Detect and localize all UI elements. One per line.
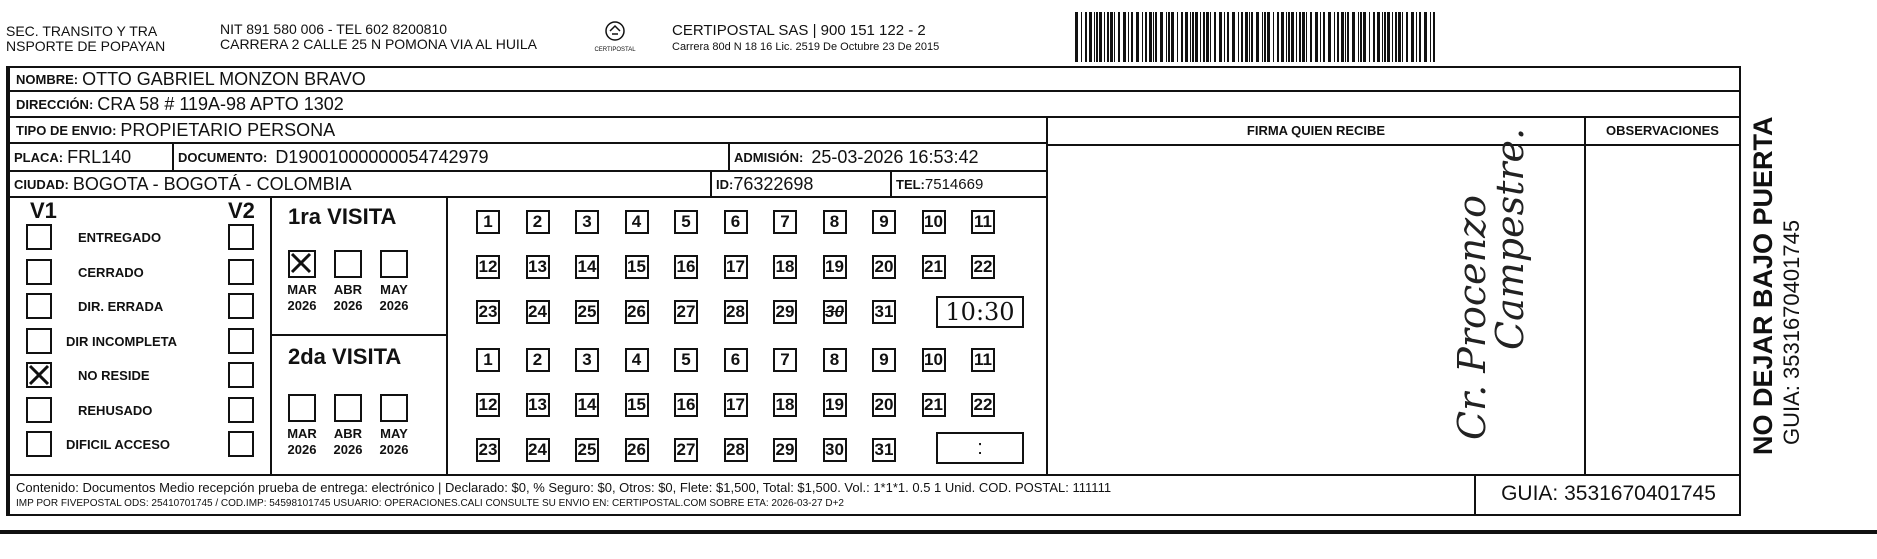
issuer-line2: NSPORTE DE POPAYAN	[6, 38, 166, 54]
plate-value: FRL140	[67, 146, 132, 167]
visit1-day-box[interactable]: 14	[575, 255, 599, 279]
barcode-bar	[1104, 12, 1105, 62]
signature-label: FIRMA QUIEN RECIBE	[1048, 118, 1584, 146]
visit1-day-box[interactable]: 27	[674, 300, 698, 324]
v1-label: V1	[30, 198, 57, 223]
visit1-time: 10:30	[936, 296, 1024, 328]
barcode-bar	[1241, 12, 1243, 62]
barcode-bar	[1334, 12, 1335, 62]
barcode-bar	[1328, 12, 1331, 62]
barcode-bar	[1277, 12, 1279, 62]
barcode-bar	[1256, 12, 1259, 62]
visit1-month-checkbox[interactable]	[334, 250, 362, 278]
admission-cell	[730, 144, 1046, 170]
visit2-day-box[interactable]: 19	[823, 393, 847, 417]
status-v1-checkbox[interactable]	[26, 224, 52, 250]
visit2-day-box[interactable]: 4	[625, 348, 649, 372]
visit2-day-box[interactable]: 20	[872, 393, 896, 417]
visit2-month-label	[282, 426, 322, 458]
barcode-bar	[1345, 12, 1346, 62]
visit1-day-box[interactable]: 20	[872, 255, 896, 279]
issuer-line1: SEC. TRANSITO Y TRA	[6, 23, 158, 39]
visit2-time: :	[936, 432, 1024, 464]
visit2-day-box[interactable]: 8	[823, 348, 847, 372]
id-value: 76322698	[733, 173, 814, 194]
visit2-month-label	[374, 426, 414, 458]
status-v2-checkbox[interactable]	[228, 293, 254, 319]
barcode-bar	[1430, 12, 1431, 62]
barcode-bar	[1267, 12, 1270, 62]
footer-guia: GUIA: 3531670401745	[1474, 474, 1741, 516]
admission-value: 25-03-2026 16:53:42	[811, 146, 979, 167]
barcode-bar	[1094, 12, 1095, 62]
issuer-name	[6, 24, 165, 54]
visit1-day-box[interactable]: 26	[625, 300, 649, 324]
barcode-bar	[1107, 12, 1109, 62]
visit1-month-checkbox[interactable]	[380, 250, 408, 278]
barcode-bar	[1123, 12, 1126, 62]
status-v2-checkbox[interactable]	[228, 259, 254, 285]
barcode-bar	[1382, 12, 1383, 62]
month-name: MAY	[380, 282, 408, 297]
barcode-bar	[1195, 12, 1198, 62]
barcode-bar	[1096, 12, 1098, 62]
status-v1-checkbox[interactable]	[26, 259, 52, 285]
visit2-day-box[interactable]: 29	[773, 438, 797, 462]
barcode-bar	[1081, 12, 1082, 62]
barcode-bar	[1171, 12, 1174, 62]
visit1-day-box[interactable]: 9	[872, 210, 896, 234]
barcode-bar	[1224, 12, 1225, 62]
barcode-bar	[1281, 12, 1284, 62]
handwritten-line2: Campestre.	[1488, 127, 1532, 350]
nit-line1: NIT 891 580 006 - TEL 602 8200810	[220, 21, 448, 37]
barcode-bar	[1419, 12, 1421, 62]
address-label: DIRECCIÓN:	[16, 96, 94, 112]
visit2-day-box[interactable]: 15	[625, 393, 649, 417]
status-v1-checkbox[interactable]	[26, 397, 52, 423]
visit1-day-box[interactable]: 2	[526, 210, 550, 234]
status-v2-checkbox[interactable]	[228, 431, 254, 457]
barcode-bar	[1251, 12, 1253, 62]
visit2-day-box[interactable]: 26	[625, 438, 649, 462]
barcode-bar	[1153, 12, 1154, 62]
row-plate	[8, 144, 1048, 172]
visit1-day-box[interactable]: 6	[724, 210, 748, 234]
barcode-bar	[1306, 12, 1307, 62]
address-value: CRA 58 # 119A-98 APTO 1302	[97, 93, 344, 114]
footer-line2: IMP POR FIVEPOSTAL ODS: 25410701745 / COD.IMP: 54598101745 USUARIO: OPERACIONES.CALI CONSULTE SU ENVIO EN: CERTIPOSTAL.COM SOBRE ETA: 2026-03-27 D+2	[16, 498, 844, 509]
barcode-bar	[1286, 12, 1287, 62]
visit1-day-box[interactable]: 12	[476, 255, 500, 279]
barcode-bar	[1089, 12, 1092, 62]
check-x-icon	[290, 252, 312, 274]
id-cell	[712, 172, 892, 196]
name-label: NOMBRE:	[16, 71, 79, 87]
observations-box	[1584, 118, 1741, 476]
row-name	[8, 66, 1741, 92]
barcode	[1075, 12, 1440, 62]
company-info	[672, 22, 939, 53]
barcode-bar	[1238, 12, 1239, 62]
visit2-day-box[interactable]: 21	[922, 393, 946, 417]
document-value: D19001000000054742979	[275, 146, 489, 167]
barcode-bar	[1377, 12, 1380, 62]
check-x-icon	[28, 364, 50, 386]
barcode-bar	[1155, 12, 1157, 62]
visit1-day-box[interactable]: 31	[872, 300, 896, 324]
visit1-day-box[interactable]: 16	[674, 255, 698, 279]
side-text	[1748, 116, 1805, 455]
month-name: ABR	[333, 426, 363, 441]
month-name: ABR	[333, 282, 363, 297]
barcode-bar	[1299, 12, 1301, 62]
barcode-bar	[1323, 12, 1325, 62]
barcode-bar	[1358, 12, 1359, 62]
barcode-bar	[1185, 12, 1188, 62]
certipostal-logo	[590, 20, 640, 53]
month-year: 2026	[287, 298, 317, 313]
barcode-bar	[1145, 12, 1147, 62]
visit2-month-checkbox[interactable]	[334, 394, 362, 422]
company-line2: Carrera 80d N 18 16 Lic. 2519 De Octubre 23 De 2015	[672, 41, 940, 53]
visit2-day-box[interactable]: 27	[674, 438, 698, 462]
row-address	[8, 92, 1741, 118]
visit2-day-box[interactable]: 5	[674, 348, 698, 372]
status-option-label: CERRADO	[78, 264, 144, 280]
barcode-bar	[1315, 12, 1318, 62]
barcode-bar	[1206, 12, 1209, 62]
logo-text: CERTIPOSTAL	[594, 47, 636, 53]
visit2-day-box[interactable]: 11	[971, 348, 995, 372]
barcode-bar	[1075, 12, 1078, 62]
plate-label: PLACA:	[14, 149, 64, 165]
month-year: 2026	[287, 442, 317, 457]
barcode-bar	[1373, 12, 1375, 62]
visit2-day-box[interactable]: 14	[575, 393, 599, 417]
visit1-day-box[interactable]: 10	[922, 210, 946, 234]
status-v2-checkbox[interactable]	[228, 397, 254, 423]
visit1-day-box[interactable]: 5	[674, 210, 698, 234]
barcode-bar	[1249, 12, 1250, 62]
visit2-day-box[interactable]: 3	[575, 348, 599, 372]
visit1-day-box[interactable]: 3	[575, 210, 599, 234]
barcode-bar	[1310, 12, 1312, 62]
tel-label: TEL:	[896, 176, 925, 192]
visit2-day-box[interactable]: 31	[872, 438, 896, 462]
barcode-bar	[1395, 12, 1397, 62]
status-v2-checkbox[interactable]	[228, 362, 254, 388]
barcode-bar	[1347, 12, 1349, 62]
barcode-bar	[1214, 12, 1216, 62]
barcode-bar	[1192, 12, 1194, 62]
barcode-bar	[1392, 12, 1393, 62]
visit2-day-box[interactable]: 2	[526, 348, 550, 372]
company-line1: CERTIPOSTAL SAS | 900 151 122 - 2	[672, 22, 926, 39]
visit1-day-box[interactable]: 17	[724, 255, 748, 279]
barcode-bar	[1406, 12, 1408, 62]
visit1-day-box[interactable]: 19	[823, 255, 847, 279]
barcode-bar	[1131, 12, 1133, 62]
barcode-bar	[1384, 12, 1386, 62]
month-name: MAY	[380, 426, 408, 441]
issuer-contact	[220, 22, 537, 52]
barcode-bar	[1177, 12, 1178, 62]
city-value: BOGOTA - BOGOTÁ - COLOMBIA	[72, 173, 352, 194]
visit2-day-box[interactable]: 17	[724, 393, 748, 417]
barcode-bar	[1320, 12, 1321, 62]
visit1-month-label	[282, 282, 322, 314]
barcode-bar	[1288, 12, 1290, 62]
barcode-bar	[1085, 12, 1087, 62]
status-v1-checkbox[interactable]	[26, 362, 52, 388]
barcode-bar	[1110, 12, 1113, 62]
barcode-bar	[1099, 12, 1102, 62]
barcode-bar	[1262, 12, 1263, 62]
visit2-day-box[interactable]: 9	[872, 348, 896, 372]
visit1-day-box[interactable]: 8	[823, 210, 847, 234]
barcode-bar	[1114, 12, 1115, 62]
barcode-bar	[1302, 12, 1305, 62]
visit1-day-box[interactable]: 4	[625, 210, 649, 234]
visit1-day-box[interactable]: 11	[971, 210, 995, 234]
visit2-day-box[interactable]: 6	[724, 348, 748, 372]
tel-cell	[892, 172, 1046, 196]
nit-line2: CARRERA 2 CALLE 25 N POMONA VIA AL HUILA	[220, 36, 537, 52]
month-name: MAR	[287, 282, 317, 297]
document-label: DOCUMENTO:	[178, 149, 268, 165]
barcode-bar	[1136, 12, 1139, 62]
visit1-day-box[interactable]: 18	[773, 255, 797, 279]
visit2-day-box[interactable]: 13	[526, 393, 550, 417]
barcode-bar	[1433, 12, 1435, 62]
barcode-bar	[1264, 12, 1266, 62]
status-option-label: DIR INCOMPLETA	[66, 333, 177, 349]
city-label: CIUDAD:	[14, 176, 69, 192]
barcode-bar	[1219, 12, 1222, 62]
barcode-bar	[1166, 12, 1167, 62]
footer-line1: Contenido: Documentos Medio recepción prueba de entrega: electrónico | Declarado: $0, % Seguro: $0, Otros: $0, Flete: $1,500, Total: $1,500. Vol.: 1*1*1. 0.5 1 Unid. COD. POSTAL: 111111	[16, 480, 1112, 495]
barcode-bar	[1337, 12, 1339, 62]
barcode-bar	[1149, 12, 1152, 62]
barcode-bar	[1181, 12, 1183, 62]
status-option-label: DIR. ERRADA	[78, 299, 164, 314]
visit1-title: 1ra VISITA	[288, 204, 397, 229]
barcode-bar	[1245, 12, 1248, 62]
status-option-label: NO RESIDE	[78, 368, 150, 383]
barcode-bar	[1160, 12, 1163, 62]
visit2-day-box[interactable]: 12	[476, 393, 500, 417]
barcode-bar	[1168, 12, 1170, 62]
status-v1-checkbox[interactable]	[26, 328, 52, 354]
visit2-day-box[interactable]: 7	[773, 348, 797, 372]
barcode-bar	[1232, 12, 1235, 62]
plate-cell	[10, 144, 174, 170]
v2-label: V2	[228, 198, 255, 223]
month-name: MAR	[287, 426, 317, 441]
barcode-bar	[1341, 12, 1344, 62]
visit2-month-checkbox[interactable]	[380, 394, 408, 422]
visit1-day-box[interactable]: 7	[773, 210, 797, 234]
visit1-day-box[interactable]: 13	[526, 255, 550, 279]
city-cell	[10, 172, 712, 196]
status-v1-checkbox[interactable]	[26, 293, 52, 319]
barcode-bar	[1273, 12, 1274, 62]
tel-value: 7514669	[924, 175, 984, 193]
admission-label: ADMISIÓN:	[734, 149, 804, 165]
month-year: 2026	[333, 298, 363, 313]
send-type-value: PROPIETARIO PERSONA	[120, 119, 336, 140]
status-v2-checkbox[interactable]	[228, 224, 254, 250]
visit1-month-label	[374, 282, 414, 314]
handwritten-line1: Cr. Procenzo	[1450, 195, 1494, 440]
scan-edge	[0, 530, 1877, 534]
visit1-day-box[interactable]: 29	[773, 300, 797, 324]
barcode-graphic	[1075, 12, 1440, 62]
barcode-bar	[1402, 12, 1403, 62]
barcode-bar	[1203, 12, 1205, 62]
barcode-bar	[1360, 12, 1362, 62]
visit2-day-box[interactable]: 22	[971, 393, 995, 417]
send-type-label: TIPO DE ENVIO:	[16, 122, 117, 138]
visit1-day-box[interactable]: 15	[625, 255, 649, 279]
visit1-day-box[interactable]: 30	[823, 300, 847, 324]
observations-label: OBSERVACIONES	[1586, 118, 1739, 146]
barcode-bar	[1200, 12, 1201, 62]
visit1-day-box[interactable]: 1	[476, 210, 500, 234]
barcode-bar	[1363, 12, 1366, 62]
visit1-day-box[interactable]: 25	[575, 300, 599, 324]
side-guia: GUIA: 3531670401745	[1779, 219, 1804, 445]
barcode-bar	[1411, 12, 1414, 62]
barcode-bar	[1416, 12, 1417, 62]
barcode-bar	[1352, 12, 1355, 62]
month-year: 2026	[333, 442, 363, 457]
status-v1-checkbox[interactable]	[26, 431, 52, 457]
visit2-day-box[interactable]: 1	[476, 348, 500, 372]
barcode-bar	[1296, 12, 1297, 62]
side-notice: NO DEJAR BAJO PUERTA	[1748, 116, 1778, 455]
visit1-day-box[interactable]: 22	[971, 255, 995, 279]
visit2-day-box[interactable]: 10	[922, 348, 946, 372]
visit2-day-box[interactable]: 16	[674, 393, 698, 417]
barcode-bar	[1369, 12, 1370, 62]
logo-icon	[604, 20, 626, 42]
status-option-label: ENTREGADO	[78, 230, 162, 245]
row-city	[8, 172, 1048, 198]
visit2-day-box[interactable]: 23	[476, 438, 500, 462]
status-option-label: REHUSADO	[78, 402, 153, 418]
visit2-day-box[interactable]: 30	[823, 438, 847, 462]
row-send-type	[8, 118, 1048, 144]
visit2-title: 2da VISITA	[288, 344, 402, 369]
visit1-day-box[interactable]: 21	[922, 255, 946, 279]
barcode-bar	[1387, 12, 1390, 62]
visit2-month-label	[328, 426, 368, 458]
handwritten-note	[1450, 128, 1532, 440]
barcode-bar	[1190, 12, 1191, 62]
status-v2-checkbox[interactable]	[228, 328, 254, 354]
visit1-month-label	[328, 282, 368, 314]
barcode-bar	[1291, 12, 1294, 62]
visit1-day-box[interactable]: 24	[526, 300, 550, 324]
barcode-bar	[1118, 12, 1120, 62]
name-value: OTTO GABRIEL MONZON BRAVO	[82, 68, 366, 89]
barcode-bar	[1424, 12, 1427, 62]
visit1-month-checkbox[interactable]	[288, 250, 316, 278]
visit2-month-checkbox[interactable]	[288, 394, 316, 422]
month-year: 2026	[379, 442, 409, 457]
id-label: ID:	[716, 176, 734, 192]
barcode-bar	[1227, 12, 1229, 62]
barcode-bar	[1210, 12, 1211, 62]
visit2-day-box[interactable]: 18	[773, 393, 797, 417]
barcode-bar	[1142, 12, 1143, 62]
visit2-day-box[interactable]: 28	[724, 438, 748, 462]
status-option-label: DIFICIL ACCESO	[66, 437, 171, 452]
month-year: 2026	[379, 298, 409, 313]
visit1-day-box[interactable]: 23	[476, 300, 500, 324]
barcode-bar	[1128, 12, 1129, 62]
visit1-day-box[interactable]: 28	[724, 300, 748, 324]
visit2-day-box[interactable]: 24	[526, 438, 550, 462]
visit2-day-box[interactable]: 25	[575, 438, 599, 462]
document-cell	[174, 144, 730, 170]
barcode-bar	[1398, 12, 1401, 62]
